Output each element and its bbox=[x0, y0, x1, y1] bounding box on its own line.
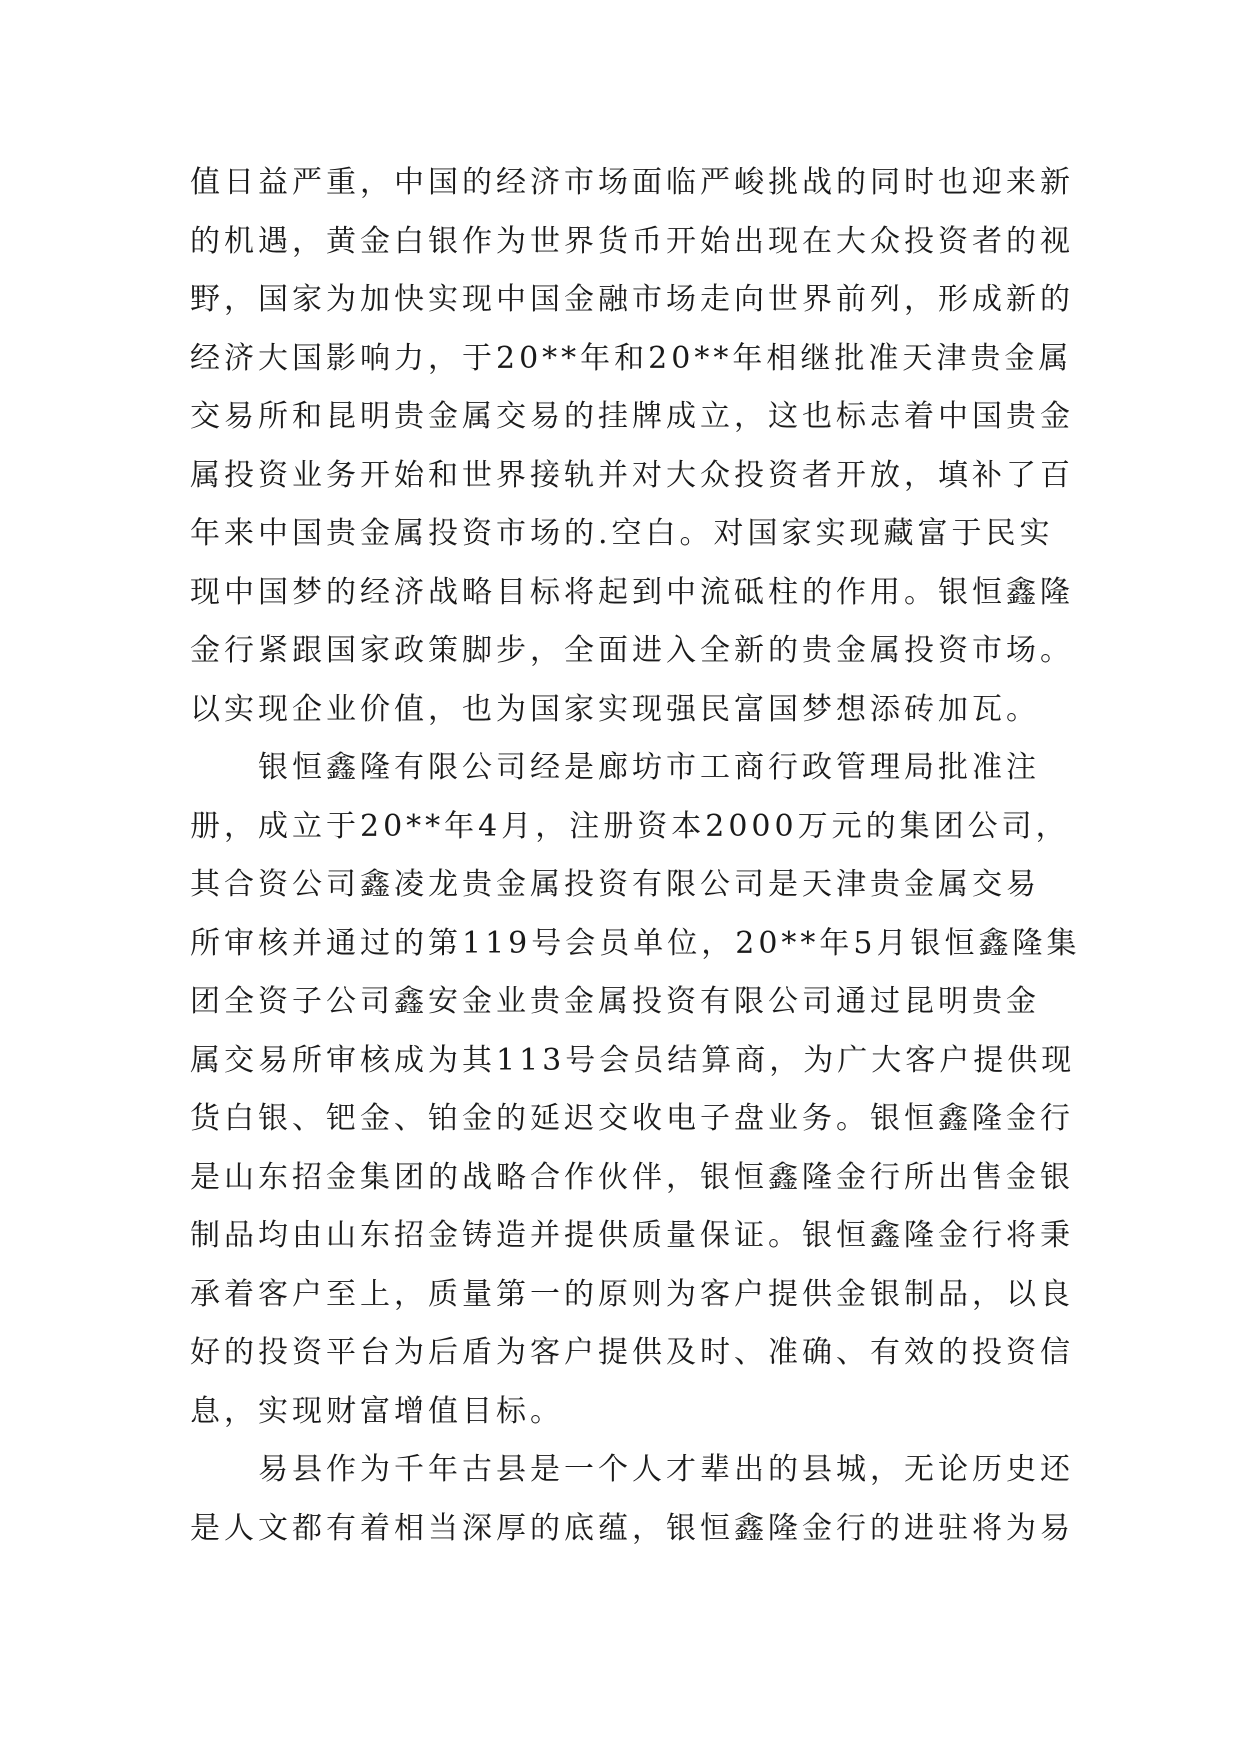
paragraph-first-line: 银恒鑫隆有限公司经是廊坊市工商行政管理局批准注 bbox=[258, 750, 1040, 785]
paragraph-first-line: 易县作为千年古县是一个人才辈出的县城，无论历史还 bbox=[258, 1452, 1074, 1487]
text-line: 其合资公司鑫凌龙贵金属投资有限公司是天津贵金属交易 bbox=[190, 867, 1040, 902]
text-line: 制品均由山东招金铸造并提供质量保证。银恒鑫隆金行将秉 bbox=[190, 1218, 1074, 1253]
text-line: 金行紧跟国家政策脚步，全面进入全新的贵金属投资市场。 bbox=[190, 633, 1074, 668]
text-line: 是人文都有着相当深厚的底蕴，银恒鑫隆金行的进驻将为易 bbox=[190, 1510, 1074, 1546]
text-line: 属投资业务开始和世界接轨并对大众投资者开放，填补了百 bbox=[190, 457, 1074, 493]
text-line: 以实现企业价值，也为国家实现强民富国梦想添砖加瓦。 bbox=[190, 691, 1040, 727]
text-line: 所审核并通过的第119号会员单位，20**年5月银恒鑫隆集 bbox=[190, 925, 1081, 961]
text-line: 经济大国影响力，于20**年和20**年相继批准天津贵金属 bbox=[190, 340, 1073, 376]
text-line: 货白银、钯金、铂金的延迟交收电子盘业务。银恒鑫隆金行 bbox=[190, 1101, 1074, 1136]
text-line: 现中国梦的经济战略目标将起到中流砥柱的作用。银恒鑫隆 bbox=[190, 574, 1074, 610]
text-line: 交易所和昆明贵金属交易的挂牌成立，这也标志着中国贵金 bbox=[190, 399, 1074, 434]
text-line: 息，实现财富增值目标。 bbox=[190, 1393, 564, 1429]
text-line: 团全资子公司鑫安金业贵金属投资有限公司通过昆明贵金 bbox=[190, 984, 1040, 1019]
text-line: 的机遇，黄金白银作为世界货币开始出现在大众投资者的视 bbox=[190, 223, 1074, 259]
text-line: 值日益严重，中国的经济市场面临严峻挑战的同时也迎来新 bbox=[190, 165, 1074, 200]
text-line: 年来中国贵金属投资市场的.空白。对国家实现藏富于民实 bbox=[190, 516, 1054, 551]
text-line: 好的投资平台为后盾为客户提供及时、准确、有效的投资信 bbox=[190, 1335, 1074, 1370]
body-text bbox=[190, 154, 1090, 1558]
text-line: 属交易所审核成为其113号会员结算商，为广大客户提供现 bbox=[190, 1042, 1076, 1078]
text-line: 承着客户至上，质量第一的原则为客户提供金银制品，以良 bbox=[190, 1276, 1074, 1312]
text-line: 野，国家为加快实现中国金融市场走向世界前列，形成新的 bbox=[190, 282, 1074, 317]
text-line: 册，成立于20**年4月，注册资本2000万元的集团公司， bbox=[190, 808, 1070, 844]
text-line: 是山东招金集团的战略合作伙伴，银恒鑫隆金行所出售金银 bbox=[190, 1159, 1074, 1195]
